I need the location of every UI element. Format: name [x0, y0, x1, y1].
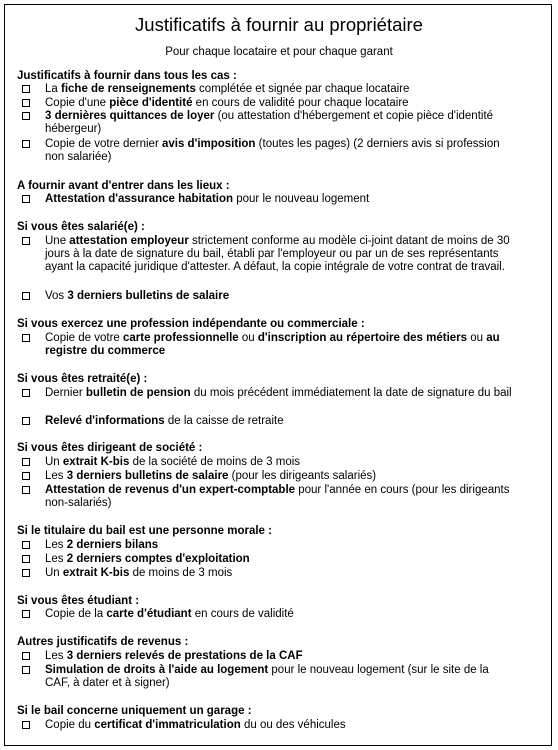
checkbox-icon	[22, 666, 30, 674]
bold-text: extrait K-bis	[62, 456, 130, 468]
bold-text: carte professionnelle	[123, 332, 239, 344]
bold-text: d'inscription au répertoire des métiers	[257, 332, 468, 344]
checklist-item-text	[45, 332, 512, 358]
section-heading: Si vous êtes salarié(e) :	[17, 221, 145, 233]
checkbox-icon	[22, 99, 30, 107]
checklist-item	[22, 235, 512, 274]
text-run: Copie de la	[45, 608, 107, 620]
checklist-item-text	[45, 608, 512, 621]
bold-text: 2 derniers comptes d'exploitation	[66, 553, 250, 565]
checklist-item-text	[45, 290, 512, 303]
text-run: Un	[45, 567, 63, 579]
text-run: La	[45, 83, 61, 95]
section-heading: Si le titulaire du bail est une personne morale :	[17, 525, 272, 537]
text-run: Une	[45, 235, 70, 247]
bold-text: extrait K-bis	[62, 567, 130, 579]
checkbox-icon	[22, 555, 30, 563]
text-run: du mois précédent immédiatement la date de signature du bail	[190, 387, 512, 399]
bold-text: bulletin de pension	[85, 387, 191, 399]
bold-text: Attestation d'assurance habitation	[45, 193, 234, 205]
checklist-item	[22, 290, 512, 303]
checklist-item	[22, 650, 512, 663]
text-run: du ou des véhicules	[240, 719, 346, 731]
text-run: ou	[238, 332, 258, 344]
text-run: de la société de moins de 3 mois	[129, 456, 301, 468]
checklist-item-text	[45, 235, 512, 274]
text-run: en cours de validité	[191, 608, 294, 620]
section-heading: Si vous êtes retraité(e) :	[17, 373, 148, 385]
text-run: complétée et signée par chaque locataire	[195, 83, 410, 95]
checklist-item-text	[45, 484, 512, 510]
text-run: Un	[45, 456, 63, 468]
bold-text: Attestation de revenus d'un expert-comptable	[45, 484, 296, 496]
section-heading: Justificatifs à fournir dans tous les cas :	[17, 70, 237, 82]
checklist-item-text	[45, 553, 512, 566]
checkbox-icon	[22, 721, 30, 729]
section-heading: A fournir avant d'entrer dans les lieux :	[17, 180, 230, 192]
checklist-item	[22, 193, 512, 206]
section-heading: Si vous êtes dirigeant de société :	[17, 442, 203, 454]
checklist-item	[22, 470, 512, 483]
text-run: Copie de votre	[45, 332, 123, 344]
checklist-item	[22, 539, 512, 552]
bold-text: 3 derniers bulletins de salaire	[66, 470, 229, 482]
section-heading: Si vous êtes étudiant :	[17, 595, 140, 607]
bold-text: Relevé d'informations	[45, 415, 165, 427]
text-run: (ou attestation d'hébergement et copie pièce d'identité hébergeur)	[45, 110, 494, 135]
checklist-item	[22, 415, 512, 428]
section-heading: Si le bail concerne uniquement un garage :	[17, 705, 252, 717]
text-run: de la caisse de retraite	[164, 415, 284, 427]
text-run: Copie d'une	[45, 97, 110, 109]
checkbox-icon	[22, 237, 30, 245]
checklist-item	[22, 719, 512, 732]
checklist-item	[22, 567, 512, 580]
checklist-item-text	[45, 97, 512, 110]
bold-text: avis d'imposition	[161, 138, 256, 150]
checkbox-icon	[22, 458, 30, 466]
checklist-item-text	[45, 193, 512, 206]
checkbox-icon	[22, 140, 30, 148]
checklist-item-text	[45, 138, 512, 164]
checklist-item-text	[45, 415, 512, 428]
checkbox-icon	[22, 610, 30, 618]
text-run: en cours de validité pour chaque locataire	[192, 97, 409, 109]
bold-text: fiche de renseignements	[61, 83, 196, 95]
checkbox-icon	[22, 112, 30, 120]
checkbox-icon	[22, 292, 30, 300]
checkbox-icon	[22, 472, 30, 480]
checkbox-icon	[22, 417, 30, 425]
checkbox-icon	[22, 389, 30, 397]
checkbox-icon	[22, 195, 30, 203]
text-run: (toutes les pages) (2 derniers avis si profession non salariée)	[45, 138, 500, 163]
checkbox-icon	[22, 569, 30, 577]
checklist-item	[22, 83, 512, 96]
checklist-item	[22, 97, 512, 110]
checklist-item	[22, 138, 512, 164]
bold-text: attestation employeur	[69, 235, 189, 247]
checklist-item-text	[45, 567, 512, 580]
bold-text: au registre du commerce	[45, 332, 500, 357]
bold-text: 3 dernières quittances de loyer	[45, 110, 215, 122]
checklist-item-text	[45, 539, 512, 552]
section-heading: Si vous exercez une profession indépendante ou commerciale :	[17, 318, 365, 330]
checklist-item	[22, 332, 512, 358]
bold-text: carte d'étudiant	[106, 608, 192, 620]
text-run: de moins de 3 mois	[129, 567, 233, 579]
checklist-item	[22, 110, 512, 136]
checkbox-icon	[22, 541, 30, 549]
text-run: Les	[45, 650, 67, 662]
document-title: Justificatifs à fournir au propriétaire	[135, 14, 423, 35]
text-run: Copie de votre dernier	[45, 138, 162, 150]
bold-text: Simulation de droits à l'aide au logement	[45, 664, 269, 676]
checklist-item	[22, 608, 512, 621]
checklist-item-text	[45, 387, 512, 400]
bold-text: 2 derniers bilans	[66, 539, 159, 551]
checklist-item	[22, 553, 512, 566]
section-heading: Autres justificatifs de revenus :	[17, 636, 189, 648]
checklist-item	[22, 456, 512, 469]
text-run: Dernier	[45, 387, 86, 399]
text-run: Les	[45, 470, 67, 482]
text-run: pour l'année en cours (pour les dirigeants non-salariés)	[45, 484, 510, 509]
text-run: Copie du	[45, 719, 95, 731]
checklist-item-text	[45, 650, 512, 663]
text-run: (pour les dirigeants salariés)	[228, 470, 377, 482]
checklist-item-text	[45, 664, 512, 690]
checklist-item-text	[45, 83, 512, 96]
text-run: Les	[45, 539, 67, 551]
text-run: pour le nouveau logement (sur le site de la CAF, à dater et à signer)	[45, 664, 489, 689]
text-run: pour le nouveau logement	[233, 193, 370, 205]
checklist-item	[22, 387, 512, 400]
checklist-item-text	[45, 719, 512, 732]
checklist-item	[22, 664, 512, 690]
text-run: ou	[467, 332, 487, 344]
checklist-item	[22, 484, 512, 510]
bold-text: pièce d'identité	[109, 97, 193, 109]
text-run: strictement conforme au modèle ci-joint datant de moins de 30 jours à la date de signature du bail, établi par l'employeur ou par un de ses représentants ayant la capacité juridique d'attester. A défaut, la copie intégrale de votre contrat de travail.	[45, 235, 510, 273]
document-subtitle: Pour chaque locataire et pour chaque garant	[165, 46, 393, 58]
bold-text: 3 derniers bulletins de salaire	[67, 290, 230, 302]
checkbox-icon	[22, 652, 30, 660]
bold-text: certificat d'immatriculation	[94, 719, 241, 731]
checkbox-icon	[22, 486, 30, 494]
text-run: Les	[45, 553, 67, 565]
text-run: Vos	[45, 290, 68, 302]
checklist-item-text	[45, 456, 512, 469]
checklist-item-text	[45, 470, 512, 483]
checkbox-icon	[22, 334, 30, 342]
checklist-item-text	[45, 110, 512, 136]
bold-text: 3 derniers relevés de prestations de la CAF	[66, 650, 303, 662]
checkbox-icon	[22, 85, 30, 93]
